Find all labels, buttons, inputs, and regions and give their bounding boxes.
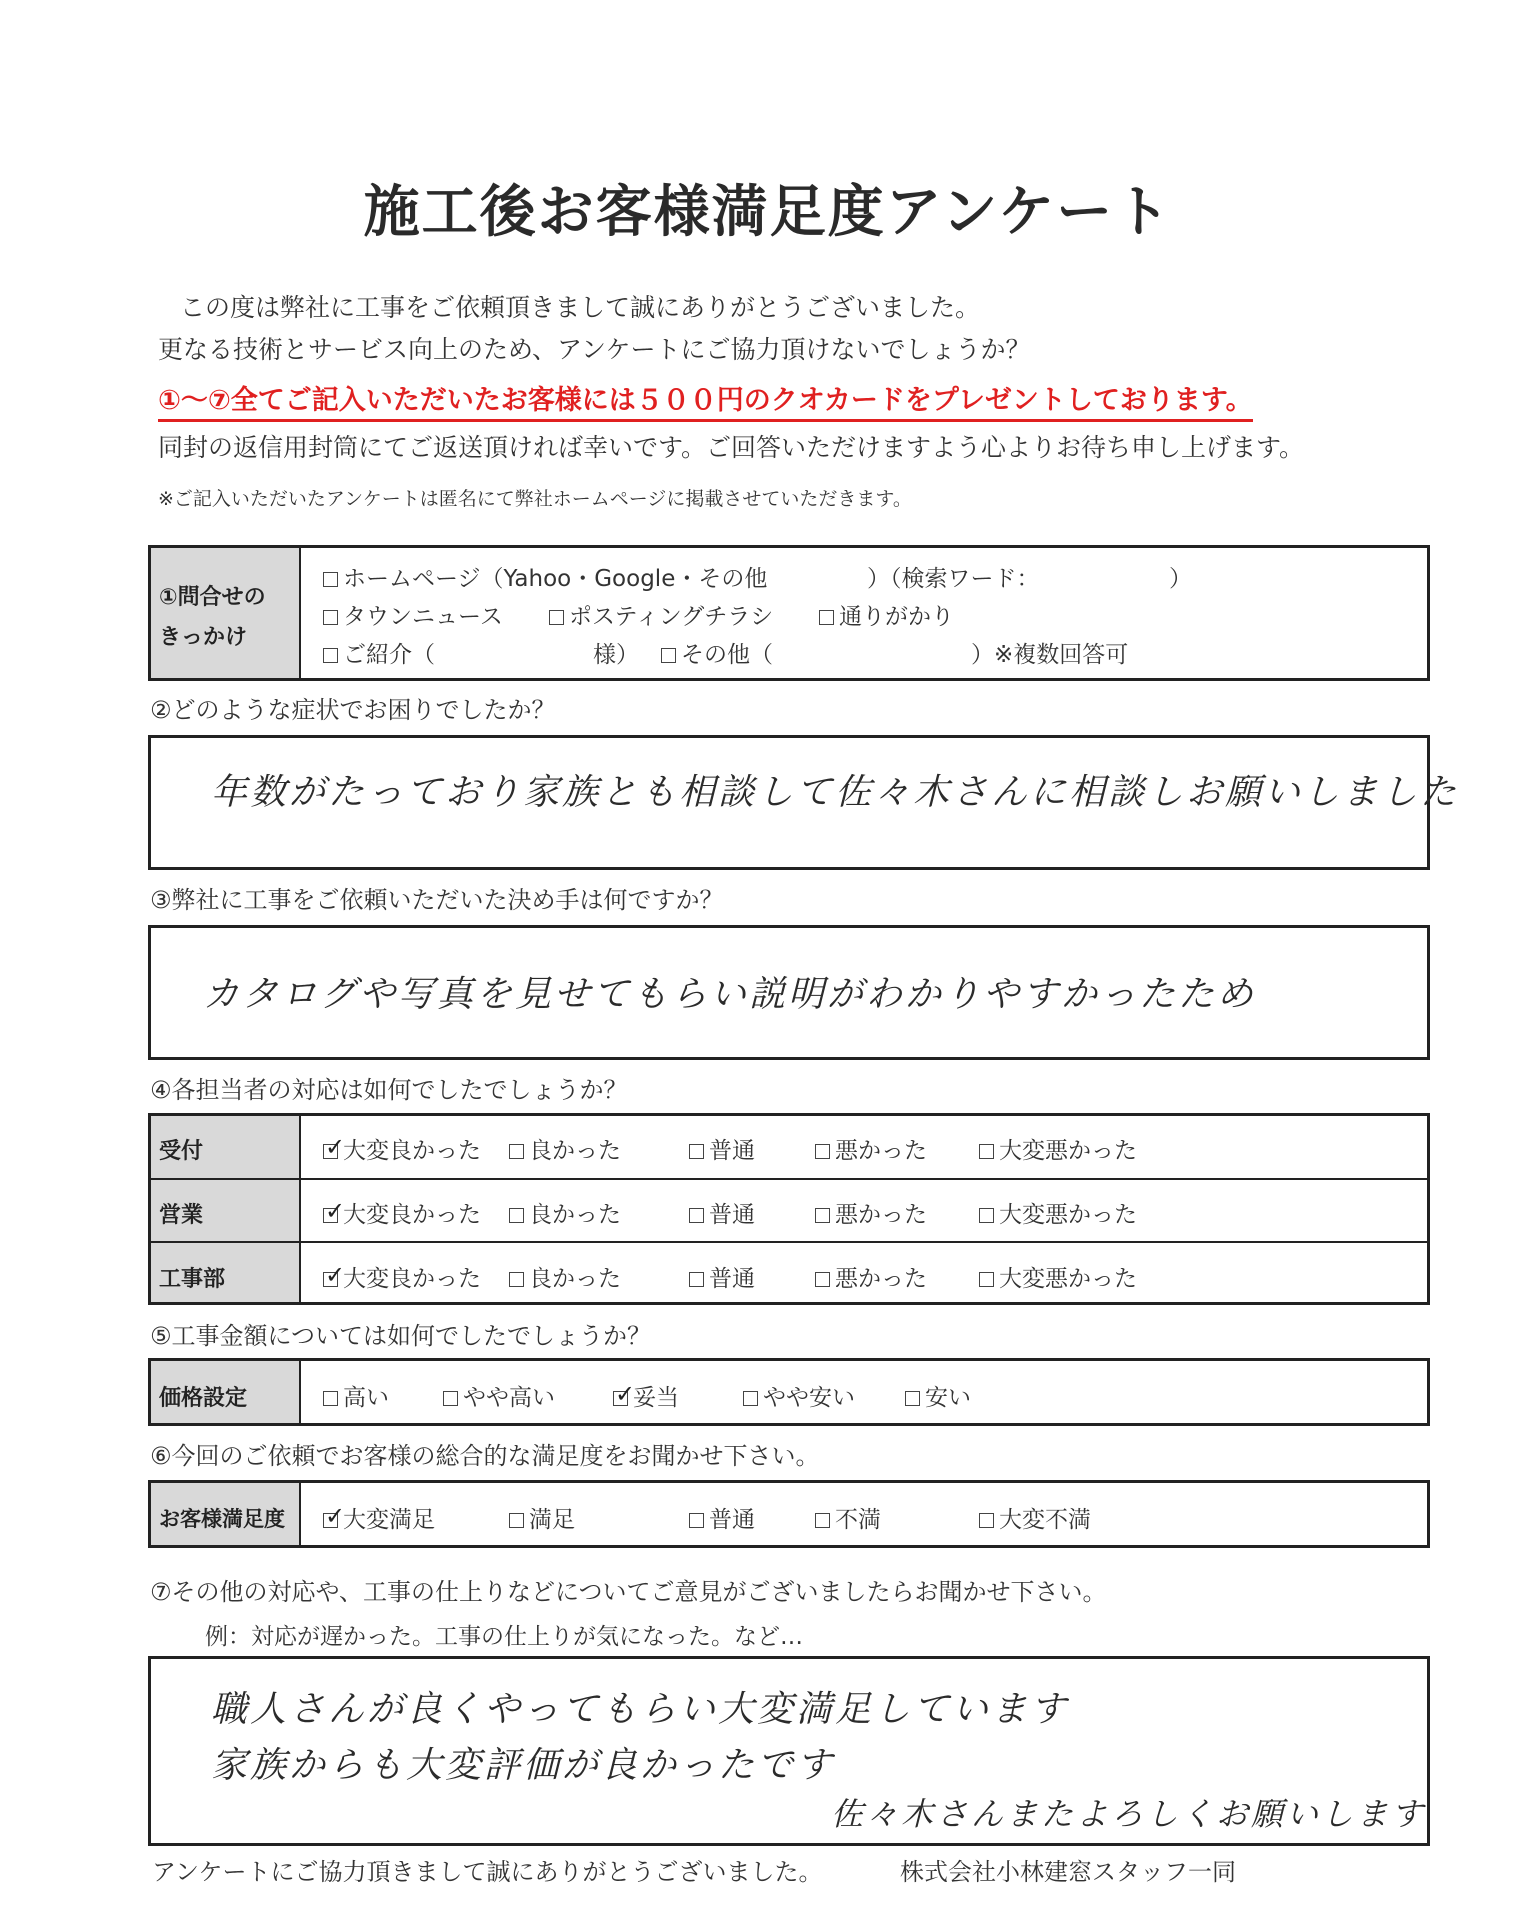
q1-option-introduction[interactable]: ご紹介（ xyxy=(323,636,435,669)
checkbox-checked-icon[interactable] xyxy=(323,1144,338,1159)
intro-present-notice: ①～⑦全てご記入いただいたお客様には５００円のクオカードをプレゼントしております。 xyxy=(158,378,1253,422)
q4-construction-normal[interactable]: 普通 xyxy=(689,1260,755,1293)
checkbox-checked-icon[interactable] xyxy=(613,1391,628,1406)
checkbox-checked-icon[interactable] xyxy=(323,1208,338,1223)
checkbox-icon[interactable] xyxy=(689,1513,704,1528)
q1-sama: 様） xyxy=(593,642,639,668)
q6-label: お客様満足度 xyxy=(159,1507,285,1531)
q5-option-high[interactable]: 高い xyxy=(323,1379,389,1412)
q4-sales-good[interactable]: 良かった xyxy=(509,1196,621,1229)
checkbox-icon[interactable] xyxy=(743,1391,758,1406)
q1-multiple-note: ）※複数回答可 xyxy=(971,642,1129,668)
checkbox-icon[interactable] xyxy=(509,1513,524,1528)
checkbox-icon[interactable] xyxy=(815,1208,830,1223)
q4-row-divider xyxy=(151,1178,1427,1180)
q1-option-passing[interactable]: 通りがかり xyxy=(819,598,954,631)
q1-option-homepage[interactable]: ホームページ（Yahoo・Google・その他 xyxy=(323,560,767,593)
q3-answer-box xyxy=(148,925,1430,1060)
q1-search-word: ）（検索ワード： xyxy=(867,566,1040,592)
q6-option-satisfied[interactable]: 満足 xyxy=(509,1501,575,1534)
q4-reception-normal[interactable]: 普通 xyxy=(689,1132,755,1165)
checkbox-icon[interactable] xyxy=(323,1391,338,1406)
q7-question: ⑦その他の対応や、工事の仕上りなどについてご意見がございましたらお聞かせ下さい。 xyxy=(150,1578,1107,1606)
q2-answer-box xyxy=(148,735,1460,870)
q7-handwritten-line-2: 家族からも大変評価が良かったです xyxy=(211,1745,836,1786)
q4-construction-very-good[interactable]: ✓大変良かった xyxy=(323,1260,481,1293)
page-title: 施工後お客様満足度アンケート xyxy=(363,180,1173,245)
checkbox-icon[interactable] xyxy=(323,572,338,587)
q1-box xyxy=(148,545,1430,681)
checkbox-icon[interactable] xyxy=(979,1208,994,1223)
q2-handwritten-answer: 年数がたっており家族とも相談して佐々木さんに相談しお願いしました xyxy=(211,772,1460,813)
footer-thanks: アンケートにご協力頂きまして誠にありがとうございました。 xyxy=(152,1858,823,1886)
q4-sales-normal[interactable]: 普通 xyxy=(689,1196,755,1229)
q1-label-line2: きっかけ xyxy=(159,625,248,650)
checkbox-icon[interactable] xyxy=(443,1391,458,1406)
q4-construction-bad[interactable]: 悪かった xyxy=(815,1260,927,1293)
q6-option-very-satisfied[interactable]: ✓ 大変満足 xyxy=(323,1501,435,1534)
q4-row-divider xyxy=(151,1241,1427,1243)
q4-row-label-construction: 工事部 xyxy=(159,1267,226,1292)
q6-option-very-dissatisfied[interactable]: 大変不満 xyxy=(979,1501,1091,1534)
q4-row-label-reception: 受付 xyxy=(159,1139,204,1164)
intro-line-1: この度は弊社に工事をご依頼頂きまして誠にありがとうございました。 xyxy=(180,293,981,322)
q3-handwritten-answer: カタログや写真を見せてもらい説明がわかりやすかったため xyxy=(203,974,1257,1015)
checkbox-icon[interactable] xyxy=(979,1513,994,1528)
q4-reception-very-bad[interactable]: 大変悪かった xyxy=(979,1132,1137,1165)
q5-option-somewhat-cheap[interactable]: やや安い xyxy=(743,1379,855,1412)
q4-sales-very-good[interactable]: ✓大変良かった xyxy=(323,1196,481,1229)
checkbox-icon[interactable] xyxy=(661,648,676,663)
q7-handwritten-line-3: 佐々木さんまたよろしくお願いします xyxy=(831,1795,1427,1833)
checkbox-icon[interactable] xyxy=(815,1144,830,1159)
q6-question: ⑥今回のご依頼でお客様の総合的な満足度をお聞かせ下さい。 xyxy=(150,1442,820,1470)
q6-option-dissatisfied[interactable]: 不満 xyxy=(815,1501,881,1534)
q4-question: ④各担当者の対応は如何でしたでしょうか？ xyxy=(150,1076,628,1104)
q1-option-posting[interactable]: ポスティングチラシ xyxy=(549,598,773,631)
checkbox-checked-icon[interactable] xyxy=(323,1272,338,1287)
checkbox-icon[interactable] xyxy=(509,1272,524,1287)
q4-reception-bad[interactable]: 悪かった xyxy=(815,1132,927,1165)
q4-construction-good[interactable]: 良かった xyxy=(509,1260,621,1293)
checkbox-icon[interactable] xyxy=(323,610,338,625)
q7-handwritten-line-1: 職人さんが良くやってもらい大変満足しています xyxy=(211,1689,1070,1730)
q5-option-reasonable[interactable]: ✓ 妥当 xyxy=(613,1379,679,1412)
checkbox-checked-icon[interactable] xyxy=(323,1513,338,1528)
checkbox-icon[interactable] xyxy=(689,1272,704,1287)
q4-row-label-sales: 営業 xyxy=(159,1203,204,1228)
checkbox-icon[interactable] xyxy=(689,1144,704,1159)
checkbox-icon[interactable] xyxy=(815,1513,830,1528)
q6-option-normal[interactable]: 普通 xyxy=(689,1501,755,1534)
intro-line-4: 同封の返信用封筒にてご返送頂ければ幸いです。ご回答いただけますよう心よりお待ち申し上げます。 xyxy=(158,433,1305,462)
checkbox-icon[interactable] xyxy=(549,610,564,625)
q7-answer-box xyxy=(148,1656,1430,1846)
checkbox-icon[interactable] xyxy=(815,1272,830,1287)
anonymous-note: ※ご記入いただいたアンケートは匿名にて弊社ホームページに掲載させていただきます。 xyxy=(158,488,912,510)
footer-company: 株式会社小林建窓スタッフ一同 xyxy=(900,1858,1236,1886)
q4-sales-bad[interactable]: 悪かった xyxy=(815,1196,927,1229)
checkbox-icon[interactable] xyxy=(509,1208,524,1223)
q7-example: 例：対応が遅かった。工事の仕上りが気になった。など… xyxy=(205,1624,803,1650)
q5-table xyxy=(148,1358,1430,1426)
intro-line-2: 更なる技術とサービス向上のため、アンケートにご協力頂けないでしょうか？ xyxy=(158,335,1031,364)
checkbox-icon[interactable] xyxy=(819,610,834,625)
q1-label-line1: ①問合せの xyxy=(159,585,266,610)
q4-construction-very-bad[interactable]: 大変悪かった xyxy=(979,1260,1137,1293)
checkbox-icon[interactable] xyxy=(905,1391,920,1406)
checkbox-icon[interactable] xyxy=(979,1272,994,1287)
q3-question: ③弊社に工事をご依頼いただいた決め手は何ですか？ xyxy=(150,886,724,914)
q5-label: 価格設定 xyxy=(159,1386,248,1411)
q6-label-cell xyxy=(151,1483,301,1545)
q5-label-cell xyxy=(151,1361,301,1423)
checkbox-icon[interactable] xyxy=(689,1208,704,1223)
q2-question: ②どのような症状でお困りでしたか？ xyxy=(150,696,556,724)
checkbox-icon[interactable] xyxy=(509,1144,524,1159)
q5-option-somewhat-high[interactable]: やや高い xyxy=(443,1379,555,1412)
q4-label-column xyxy=(151,1116,301,1302)
q5-option-cheap[interactable]: 安い xyxy=(905,1379,971,1412)
q5-question: ⑤工事金額については如何でしたでしょうか？ xyxy=(150,1322,652,1350)
q6-table xyxy=(148,1480,1430,1548)
checkbox-icon[interactable] xyxy=(323,648,338,663)
q1-option-other[interactable]: その他（ xyxy=(661,636,773,669)
q1-label xyxy=(151,548,301,678)
q4-table xyxy=(148,1113,1430,1305)
q1-search-close: ） xyxy=(1169,566,1192,592)
q4-sales-very-bad[interactable]: 大変悪かった xyxy=(979,1196,1137,1229)
q1-option-town-news[interactable]: タウンニュース xyxy=(323,598,503,631)
q4-reception-good[interactable]: 良かった xyxy=(509,1132,621,1165)
q4-reception-very-good[interactable]: ✓大変良かった xyxy=(323,1132,481,1165)
checkbox-icon[interactable] xyxy=(979,1144,994,1159)
